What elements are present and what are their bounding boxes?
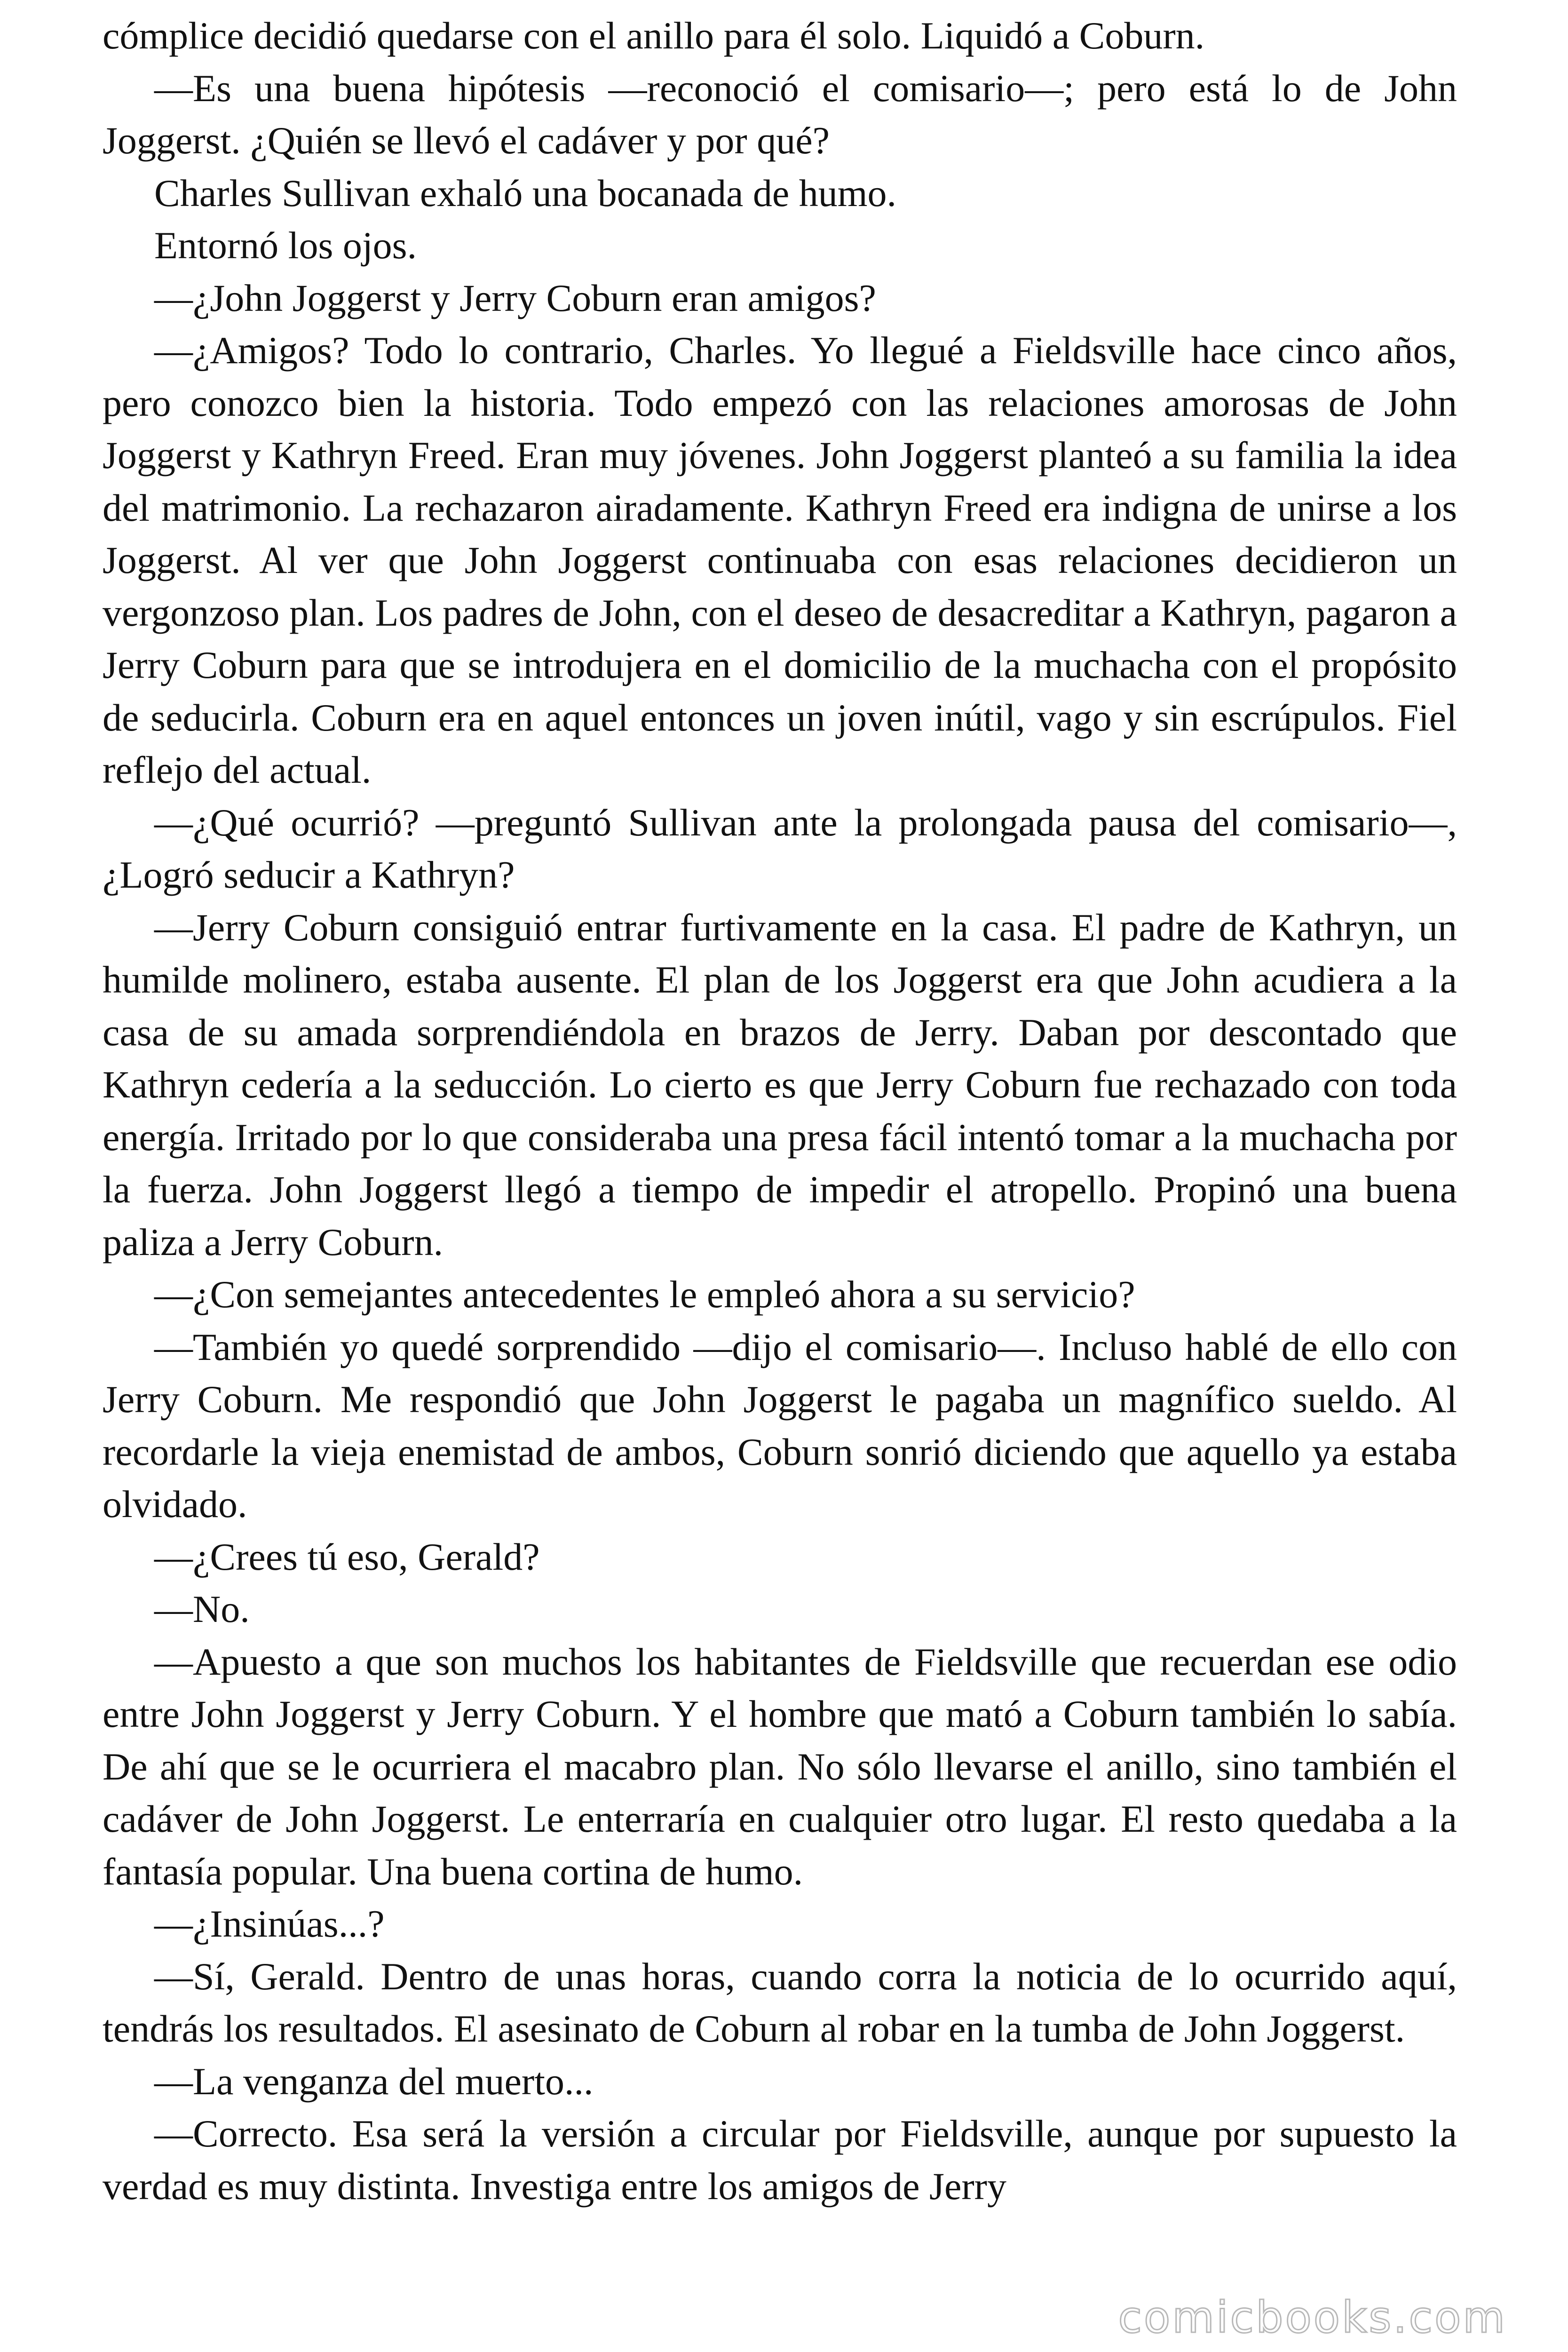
paragraph-9: —¿Con semejantes antecedentes le empleó ahora a su servicio? xyxy=(154,1273,1135,1316)
paragraph-5: —¿John Joggerst y Jerry Coburn eran amigos? xyxy=(154,276,876,319)
paragraph-14: —¿Insinúas...? xyxy=(154,1902,385,1945)
body-text xyxy=(103,9,1457,2212)
paragraph-12: —No. xyxy=(154,1588,250,1630)
paragraph-7: —¿Qué ocurrió? —preguntó Sullivan ante la prolongada pausa del comisario—, ¿Logró seducir a Kathryn? xyxy=(103,801,1457,896)
paragraph-10: —También yo quedé sorprendido —dijo el comisario—. Incluso hablé de ello con Jerry Coburn. Me respondió que John Joggerst le pagaba un magnífico sueldo. Al recordarle la vieja enemistad de ambos, Coburn sonrió diciendo que aquello ya estaba olvidado. xyxy=(103,1325,1457,1526)
paragraph-2: —Es una buena hipótesis —reconoció el comisario—; pero está lo de John Joggerst. ¿Quién se llevó el cadáver y por qué? xyxy=(103,66,1457,162)
paragraph-15: —Sí, Gerald. Dentro de unas horas, cuando corra la noticia de lo ocurrido aquí, tendrás los resultados. El asesinato de Coburn al robar en la tumba de John Joggerst. xyxy=(103,1955,1457,2050)
paragraph-4: Entornó los ojos. xyxy=(154,224,417,267)
paragraph-1: cómplice decidió quedarse con el anillo para él solo. Liquidó a Coburn. xyxy=(103,14,1205,57)
paragraph-8: —Jerry Coburn consiguió entrar furtivamente en la casa. El padre de Kathryn, un humilde molinero, estaba ausente. El plan de los Joggerst era que John acudiera a la casa de su amada sorprendiéndola en brazos de Jerry. Daban por descontado que Kathryn cedería a la seducción. Lo cierto es que Jerry Coburn fue rechazado con toda energía. Irritado por lo que consideraba una presa fácil intentó tomar a la muchacha por la fuerza. John Joggerst llegó a tiempo de impedir el atropello. Propinó una buena paliza a Jerry Coburn. xyxy=(103,906,1457,1263)
paragraph-13: —Apuesto a que son muchos los habitantes de Fieldsville que recuerdan ese odio entre John Joggerst y Jerry Coburn. Y el hombre que mató a Coburn también lo sabía. De ahí que se le ocurriera el macabro plan. No sólo llevarse el anillo, sino también el cadáver de John Joggerst. Le enterraría en cualquier otro lugar. El resto quedaba a la fantasía popular. Una buena cortina de humo. xyxy=(103,1640,1457,1893)
paragraph-11: —¿Crees tú eso, Gerald? xyxy=(154,1535,540,1578)
watermark-logo: comicbooks.com xyxy=(1118,2292,1507,2343)
paragraph-6: —¿Amigos? Todo lo contrario, Charles. Yo llegué a Fieldsville hace cinco años, pero conozco bien la historia. Todo empezó con las relaciones amorosas de John Joggerst y Kathryn Freed. Eran muy jóvenes. John Joggerst planteó a su familia la idea del matrimonio. La rechazaron airadamente. Kathryn Freed era indigna de unirse a los Joggerst. Al ver que John Joggerst continuaba con esas relaciones decidieron un vergonzoso plan. Los padres de John, con el deseo de desacreditar a Kathryn, pagaron a Jerry Coburn para que se introdujera en el domicilio de la muchacha con el propósito de seducirla. Coburn era en aquel entonces un joven inútil, vago y sin escrúpulos. Fiel reflejo del actual. xyxy=(103,329,1457,791)
paragraph-3: Charles Sullivan exhaló una bocanada de humo. xyxy=(154,171,897,215)
paragraph-17: —Correcto. Esa será la versión a circular por Fieldsville, aunque por supuesto la verdad es muy distinta. Investiga entre los amigos de Jerry xyxy=(103,2112,1457,2208)
paragraph-16: —La venganza del muerto... xyxy=(154,2059,594,2103)
